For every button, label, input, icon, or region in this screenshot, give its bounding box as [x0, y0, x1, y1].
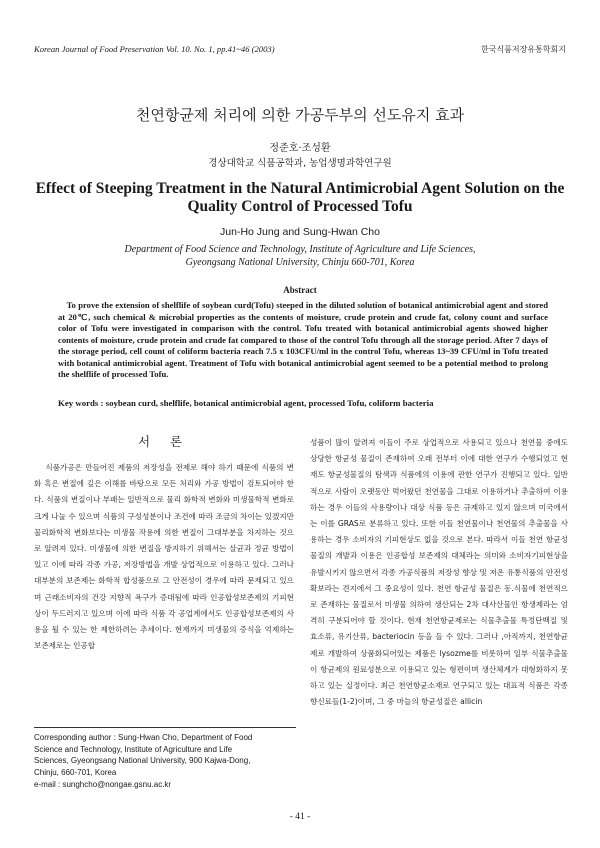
footnote-line: Corresponding author : Sung-Hwan Cho, Department of Food: [34, 733, 253, 742]
abstract-heading: Abstract: [283, 285, 317, 295]
corresponding-author-footnote: [34, 732, 296, 791]
affiliation-korean: 경상대학교 식품공학과, 농업생명과학연구원: [208, 158, 392, 169]
affiliation-english-line1: Department of Food Science and Technology, Institute of Agriculture and Life Sciences,: [124, 244, 476, 255]
left-column: [34, 460, 294, 654]
section-heading-introduction: 서 론: [137, 434, 191, 449]
title-english: [30, 180, 570, 216]
footnote-email: e-mail : sunghcho@nongae.gsnu.ac.kr: [34, 779, 172, 789]
left-paragraph: 식품가공은 만들어진 제품의 저장성을 전제로 해야 하기 때문에 식품의 변화 혹은 변질에 깊은 이해를 바탕으로 모든 처리와 가공 방법이 검토되어야 한다. 식품의 변질이나 부패는 일반적으로 물리 화학적 변화와 미생물학적 변화로 크게 나눌 수 있으며 식품의 구성성분이나 조건에 따라 조금의 차이는 있겠지만 물리화학적 변화보다는 미생물 작용에 의한 변질이 그대부분을 차지하는 것으로 알려져 있다. 미생물에 의한 변질을 방지하기 위해서는 살균과 정균 방법이 있고 이에 따라 각종 가공, 저장방법을 개발 상업적으로 이용하고 있다. 그러나 대부분의 보존제는 화학적 합성품으로 그 안전성이 경우에 따라 문제되고 있으며 근래소비자의 건강 지향적 욕구가 증대됨에 따라 인공합성보존제의 기피현상이 두드러지고 있으며 이에 따라 식품 각 공업계에서도 인공합성보존제의 사용을 될 수 있는 한 제한하려는 추세이다. 현재까지 미생물의 증식을 억제하는 보존제로는 인공합: [34, 463, 294, 651]
affiliation-english: [60, 243, 540, 269]
footnote-line: Chinju, 660-701, Korea: [34, 768, 117, 778]
page-number: - 41 -: [289, 812, 311, 822]
title-english-line2: Quality Control of Processed Tofu: [187, 198, 413, 215]
keywords: Key words : soybean curd, shelflife, botanical antimicrobial agent, processed Tofu, coliform bacteria: [58, 398, 434, 408]
footnote-divider: [34, 727, 296, 728]
journal-header: Korean Journal of Food Preservation Vol. 10. No. 1, pp.41~46 (2003): [34, 44, 275, 54]
society-header: 한국식품저장유통학회지: [480, 45, 566, 54]
authors-korean: 정준호·조성환: [269, 143, 331, 154]
abstract-text: To prove the extension of shelflife of soybean curd(Tofu) steeped in the diluted solution of botanical antimicrobial agent and stored at 20℃, such chemical & microbial properties as the contents of moisture, crude protein and crude fat, colony count and surface color of Tofu were investigated in comparison with the control. Tofu treated with botanical antimicrobial agents showed higher contents of moisture, crude protein and crude fat compared to those of the control Tofu through all the storage period. After 7 days of the storage period, cell count of coliform bacteria reach 7.5 x 103CFU/ml in the control Tofu, whereas 13~39 CFU/ml in Tofu treated with botanical antimicrobial agent. Treatment of Tofu with botanical antimicrobial agent seemed to be a potential method to prolong the shelflife of processed Tofu.: [58, 300, 548, 379]
affiliation-english-line2: Gyeongsang National University, Chinju 660-701, Korea: [185, 257, 415, 268]
right-paragraph: 성품이 많이 알려져 이들이 주로 상업적으로 사용되고 있으나 천연물 중에도 상당한 항균성 물질이 존재하여 오래 전부터 이에 대한 연구가 수행되었고 현재도 항균성물질의 탐색과 식품에의 이용에 관한 연구가 진행되고 있다. 일반적으로 사람이 오랫동안 먹어왔던 천연물을 그대로 이용하거나 추출하여 이용하는 경우 이들의 사용량이나 대상 식품 등은 규제하고 있지 않으며 미국에서는 이를 GRAS로 분류하고 있다. 또한 이들 천연물이나 천연물의 추출물을 사용하는 경우 소비자의 기피현상도 없을 것으로 본다. 따라서 이들 천연 항균성 물질의 개발과 이용은 인공합성 보존제의 대체라는 의미와 소비자기피현상을 유발시키지 않으면서 각종 가공식품의 저장성 향상 및 저온 유통식품의 안전성확보라는 견지에서 그 중요성이 있다. 천연 항균성 물질은 동.식물에 천연적으로 존재하는 물질로서 미생물 의하여 생산되는 2차 대사산물인 항생제라는 엄격히 구분되어야 할 것이다. 현재 천연항균제로는 식물추출물 특정단백질 및 효소류, 유기산류, bacteriocin 등을 들 수 있다. 그러나 ,아직까지, 천연항균제로 개발하여 상품화되어있는 제품은 lysozme를 비롯하여 일부 식물추출물이 항균제의 원료성분으로 이용되고 있는 형편이며 생산체계가 대형화하지 못하고 있는 실정이다. 최근 천연항균소재로 연구되고 있는 대표적 식품은 각종 향신료들(1-2)이며, 그 중 마늘의 항균성질은 allicin: [310, 438, 568, 707]
footnote-line: Science and Technology, Institute of Agriculture and Life: [34, 744, 233, 754]
right-column: [310, 435, 568, 710]
footnote-line: Sciences, Gyeongsang National University, 900 Kajwa-Dong,: [34, 756, 251, 766]
authors-english: Jun-Ho Jung and Sung-Hwan Cho: [220, 226, 380, 238]
title-korean: 천연항균제 처리에 의한 가공두부의 선도유지 효과: [135, 106, 465, 124]
title-english-line1: Effect of Steeping Treatment in the Natural Antimicrobial Agent Solution on the: [35, 180, 565, 197]
